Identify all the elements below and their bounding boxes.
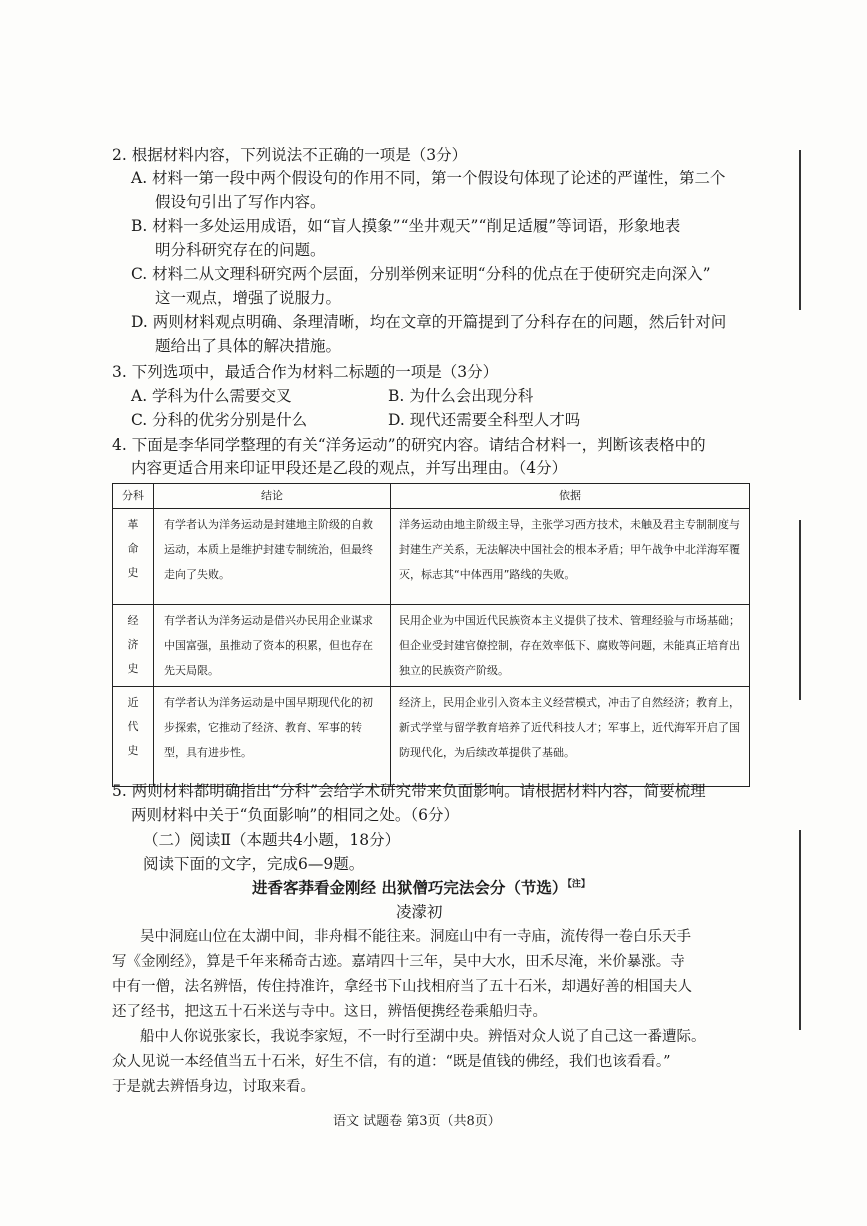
table-header-conclusion: 结论 [154,484,391,509]
table-header-row [113,484,750,509]
q2-option-a-line1: A. 材料一第一段中两个假设句的作用不同，第一个假设句体现了论述的严谨性，第二个 [131,169,726,187]
table-cell-conclusion: 有学者认为洋务运动是借兴办民用企业谋求中国富强，虽推动了资本的积累，但也存在先天局限。 [154,605,391,687]
q4-stem-line1: 4. 下面是李华同学整理的有关“洋务运动”的研究内容。请结合材料一，判断该表格中的 [112,436,706,454]
story-p1-line4: 还了经书，把这五十石米送与寺中。这日，辨悟便携经卷乘船归寺。 [112,1004,547,1020]
story-author: 凌濛初 [396,903,443,921]
margin-rule-middle [799,520,801,700]
page-footer: 语文 试题卷 第3页（共8页） [333,1114,501,1129]
q3-option-a: A. 学科为什么需要交叉 [131,387,292,405]
table-cell-conclusion: 有学者认为洋务运动是封建地主阶级的自救运动，本质上是维护封建专制统治，但最终走向了失败。 [154,509,391,605]
table-cell-category: 革 命 史 [113,509,154,605]
margin-rule-top [799,150,801,310]
table-cell-basis: 洋务运动由地主阶级主导，主张学习西方技术，未触及君主专制制度与封建生产关系，无法解决中国社会的根本矛盾；甲午战争中北洋海军覆灭，标志其“中体西用”路线的失败。 [391,509,750,605]
q2-option-d-line2: 题给出了具体的解决措施。 [155,337,342,355]
table-row [113,605,750,687]
q3-option-b: B. 为什么会出现分科 [388,387,534,405]
q5-stem-line1: 5. 两则材料都明确指出“分科”会给学术研究带来负面影响。请根据材料内容，简要梳理 [112,782,706,800]
section-heading: （二）阅读Ⅱ（本题共4小题，18分） [143,831,401,849]
q3-stem: 3. 下列选项中，最适合作为材料二标题的一项是（3分） [112,363,499,381]
table-header-category: 分科 [113,484,154,509]
story-title: 进香客莽看金刚经 出狱僧巧完法会分（节选） [252,878,568,897]
research-table [112,483,750,787]
q2-option-d-line1: D. 两则材料观点明确、条理清晰，均在文章的开篇提到了分科存在的问题，然后针对问 [131,313,727,331]
story-p2-line3: 于是就去辨悟身边，讨取来看。 [112,1079,315,1095]
story-p2-line2: 众人见说一本经值当五十石米，好生不信，有的道：“既是值钱的佛经，我们也该看看。” [112,1054,671,1070]
q3-option-d: D. 现代还需要全科型人才吗 [388,411,581,429]
table-cell-category: 经 济 史 [113,605,154,687]
q2-option-a-line2: 假设句引出了写作内容。 [155,193,326,211]
note-marker: 【注】 [567,879,590,890]
story-p1-line3: 中有一僧，法名辨悟，传住持准许，拿经书下山找相府当了五十石米，却遇好善的相国夫人 [112,979,692,995]
table-cell-basis: 民用企业为中国近代民族资本主义提供了技术、管理经验与市场基础；但企业受封建官僚控制，存在效率低下、腐败等问题，未能真正培育出独立的民族资产阶级。 [391,605,750,687]
q2-option-b-line2: 明分科研究存在的问题。 [155,241,326,259]
table-cell-category: 近 代 史 [113,687,154,787]
table-row [113,687,750,787]
story-title-wrap [252,876,590,898]
section-instruction: 阅读下面的文字，完成6—9题。 [143,855,365,873]
q4-stem-line2: 内容更适合用来印证甲段还是乙段的观点，并写出理由。（4分） [131,459,568,477]
q3-option-c: C. 分科的优劣分别是什么 [131,411,308,429]
q5-stem-line2: 两则材料中关于“负面影响”的相同之处。（6分） [131,806,459,824]
q2-stem: 2. 根据材料内容，下列说法不正确的一项是（3分） [112,146,468,164]
table-header-basis: 依据 [391,484,750,509]
q2-option-c-line2: 这一观点，增强了说服力。 [155,289,342,307]
story-p1-line2: 写《金刚经》，算是千年来稀奇古迹。嘉靖四十三年，吴中大水，田禾尽淹，米价暴涨。寺 [112,954,685,970]
q2-option-c-line1: C. 材料二从文理科研究两个层面，分别举例来证明“分科的优点在于使研究走向深入” [131,265,711,283]
margin-rule-bottom [799,830,801,1030]
q2-option-b-line1: B. 材料一多处运用成语，如“盲人摸象”“坐井观天”“削足适履”等词语，形象地表 [131,217,681,235]
story-p2-line1: 船中人你说张家长，我说李家短，不一时行至湖中央。辨悟对众人说了自己这一番遭际。 [140,1029,706,1045]
table-row [113,509,750,605]
table-cell-conclusion: 有学者认为洋务运动是中国早期现代化的初步探索，它推动了经济、教育、军事的转型，具有进步性。 [154,687,391,787]
table-cell-basis: 经济上，民用企业引入资本主义经营模式，冲击了自然经济；教育上，新式学堂与留学教育培养了近代科技人才；军事上，近代海军开启了国防现代化，为后续改革提供了基础。 [391,687,750,787]
story-p1-line1: 吴中洞庭山位在太湖中间，非舟楫不能往来。洞庭山中有一寺庙，流传得一卷白乐天手 [140,929,691,945]
